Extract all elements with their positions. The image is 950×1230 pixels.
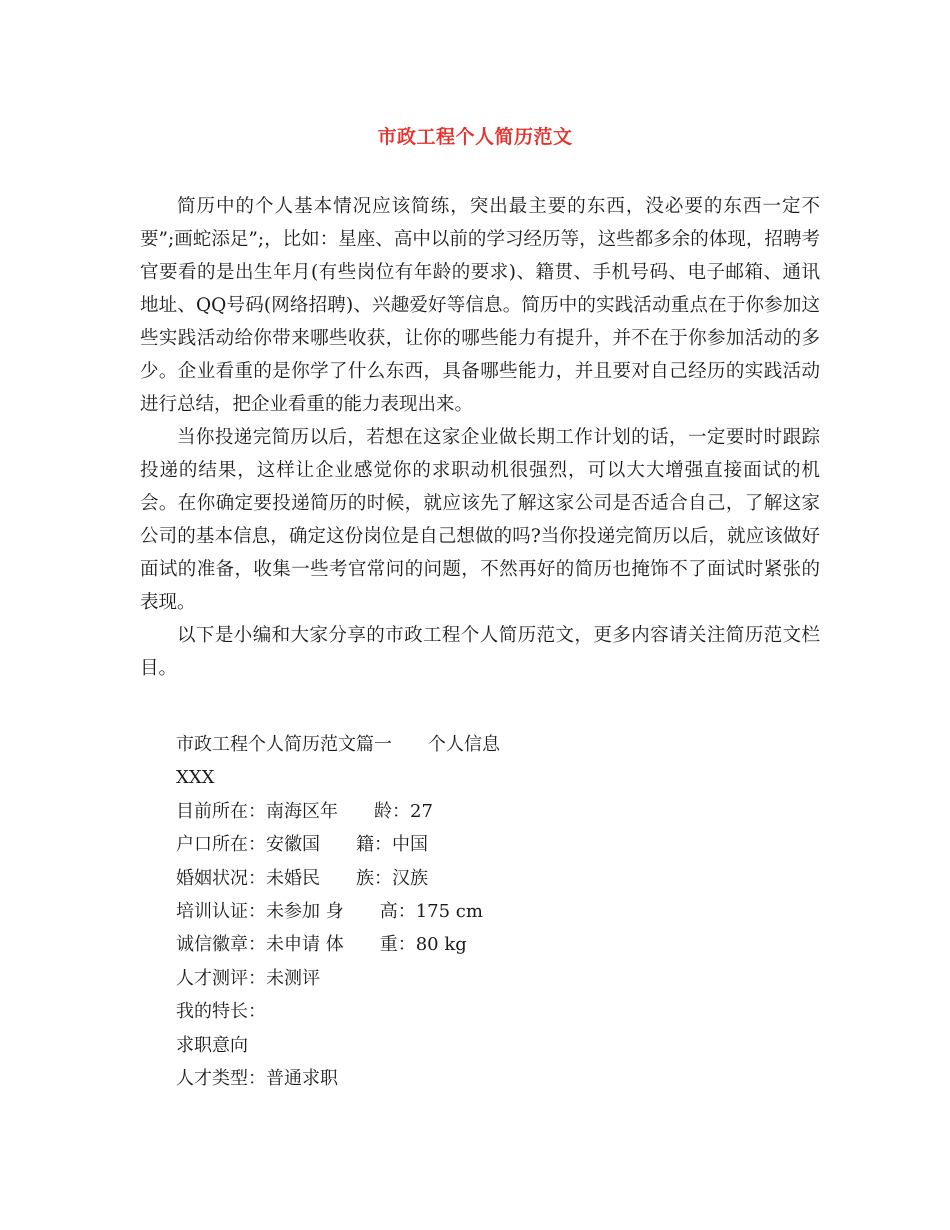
info-name: XXX — [176, 767, 215, 789]
document-title: 市政工程个人简历范文 — [377, 126, 573, 148]
info-hukou-nationality: 户口所在：安徽国 籍：中国 — [176, 834, 428, 856]
info-assessment: 人才测评：未测评 — [176, 967, 320, 989]
document-body — [140, 190, 820, 685]
personal-info-section — [176, 728, 500, 1095]
info-training-height: 培训认证：未参加 身 高：175 cm — [176, 900, 483, 922]
info-talent-type: 人才类型：普通求职 — [176, 1067, 338, 1089]
info-job-intention: 求职意向 — [176, 1034, 248, 1056]
paragraph-1: 简历中的个人基本情况应该简练，突出最主要的东西，没必要的东西一定不要”;画蛇添足”;，比如：星座、高中以前的学习经历等，这些都多余的体现，招聘考官要看的是出生年月(有些岗位有年龄的要求)、籍贯、手机号码、电子邮箱、通讯地址、QQ号码(网络招聘)、兴趣爱好等信息。简历中的实践活动重点在于你参加这些实践活动给你带来哪些收获，让你的哪些能力有提升，并不在于你参加活动的多少。企业看重的是你学了什么东西，具备哪些能力，并且要对自己经历的实践活动进行总结，把企业看重的能力表现出来。 — [140, 196, 820, 415]
info-location-age: 目前所在：南海区年 龄：27 — [176, 800, 433, 822]
section-heading: 市政工程个人简历范文篇一 个人信息 — [176, 734, 500, 755]
paragraph-3: 以下是小编和大家分享的市政工程个人简历范文，更多内容请关注简历范文栏目。 — [140, 625, 820, 679]
info-badge-weight: 诚信徽章：未申请 体 重：80 kg — [176, 934, 467, 956]
paragraph-2: 当你投递完简历以后，若想在这家企业做长期工作计划的话，一定要时时跟踪投递的结果，这样让企业感觉你的求职动机很强烈，可以大大增强直接面试的机会。在你确定要投递简历的时候，就应该先了解这家公司是否适合自己，了解这家公司的基本信息，确定这份岗位是自己想做的吗?当你投递完简历以后，就应该做好面试的准备，收集一些考官常问的问题，不然再好的简历也掩饰不了面试时紧张的表现。 — [140, 427, 820, 613]
info-specialty: 我的特长： — [176, 1001, 266, 1023]
info-marital-ethnicity: 婚姻状况：未婚民 族：汉族 — [176, 867, 428, 889]
